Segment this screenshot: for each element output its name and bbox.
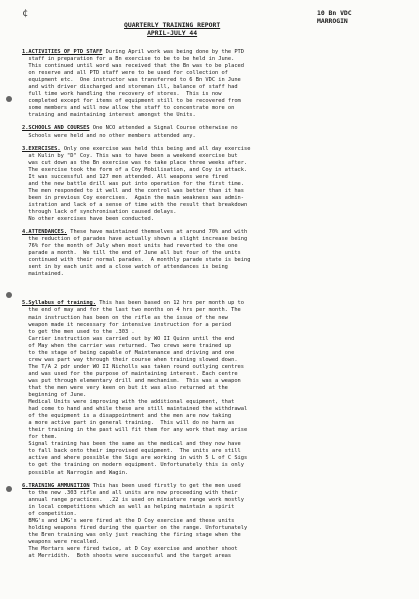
section-line: been in previous Coy exercises. Again the main weakness was admin- [22, 194, 244, 201]
section-line: a more active part in general training. This will do no harm as [22, 420, 235, 427]
section-first-line [22, 229, 410, 236]
title-line: QUARTERLY TRAINING REPORT [124, 21, 221, 29]
section-line: continued with their normal parades. A monthly parade state is being [22, 257, 251, 264]
section-line: annual range practices. .22 is used on miniature range work mostly [22, 496, 244, 503]
section-line: the end of may and for the last two months on 4 hrs per month. The [22, 307, 241, 314]
section-line: No other exercises have been conducted. [22, 216, 154, 223]
report-section [22, 49, 410, 119]
section-line: weapon made it necessary for intensive instruction for a period [22, 321, 232, 328]
section-line: weapons were recalled. [22, 538, 100, 545]
punch-hole [6, 96, 12, 102]
section-line: maintained. [22, 271, 64, 278]
section-line: that the men were very keen on but it was also returned at the [22, 384, 228, 391]
section-line: The exercise took the form of a Coy Mobilisation, and Coy in attack. [22, 166, 248, 173]
section-line: some members and will now allow the staff to concentrate more on [22, 105, 235, 112]
section-heading: 1.ACTIVITIES OF PTD STAFF [22, 49, 103, 55]
section-line: on reserve and all PTD staff were to be used for collection of [22, 70, 228, 77]
section-line: The Mortars were fired twice, at D Coy exercise and another shoot [22, 546, 238, 552]
report-section [22, 146, 410, 224]
section-line: was cut down as the Bn exercise was to take place three weeks after. [22, 159, 248, 166]
section-text: This has been used firstly to get the men used [89, 482, 241, 489]
section-first-line [22, 483, 410, 490]
title-period: APRIL-JULY 44 [147, 28, 198, 37]
section-line: parade a month. We till the end of June all but four of the units [22, 250, 241, 257]
section-line: main instruction has been on the rifle as the issue of the new [22, 314, 228, 321]
section-line: at Merridith. Both shoots were successful and the target areas [22, 553, 232, 560]
section-line: possible at Narrogin and Wagin. [22, 469, 129, 476]
unit-block [317, 10, 397, 25]
section-heading: 3.EXERCISES. [22, 145, 61, 152]
punch-hole [6, 292, 12, 298]
section-line: Medical Units were improving with the additional equipment, that [22, 399, 235, 406]
section-line: through lack of synchronisation caused delays. [22, 208, 177, 215]
section-line: to the stage of being capable of Maintenance and driving and one [22, 349, 235, 356]
section-line: equipment etc. One instructor was transferred to 6 Bn VDC in June [22, 77, 241, 84]
section-line: The T/A 2 pdr under WO II Nicholls was taken round outlying centres [22, 363, 244, 370]
section-line: of the equipment is a disappointment and the men are now taking [22, 413, 232, 420]
unit-location: MARROGIN [317, 16, 348, 25]
section-line: to fall back onto their improvised equipment. The units are still [22, 448, 241, 455]
section-line: staff in preparation for a Bn exercise to be to be held in June. [22, 56, 235, 63]
section-line: Schools were held and no other members attended any. [22, 132, 196, 139]
section-line: Carrier instruction was carried out by WO II Quinn until the end [22, 335, 235, 342]
report-section [22, 229, 410, 278]
section-line: beginning of June. [22, 392, 87, 399]
section-text: During April work was being done by the PTD [102, 49, 244, 55]
section-line: BMG's and LMG's were fired at the D Coy exercise and these units [22, 517, 235, 524]
section-line: in local competitions which as well as helping maintain a spirit [22, 503, 235, 510]
section-first-line [22, 49, 410, 56]
section-line: istration and lack of a sense of time with the result that breakdown [22, 201, 248, 208]
section-heading: 4.ATTENDANCES. [22, 229, 68, 236]
section-line: of May when the carrier was returned. Two crews were trained up [22, 342, 232, 349]
section-line: 76% for the month of July when most units had reverted to the one [22, 243, 238, 250]
unit-name: 10 Bn VDC [317, 9, 352, 17]
section-line: and with driver discharged and storeman ill, balance of staff had [22, 84, 238, 91]
section-heading: 2.SCHOOLS AND COURSES [22, 125, 90, 132]
section-line: to get the men used to the .303 . [22, 328, 135, 335]
report-body [22, 49, 410, 566]
section-line: at Kulin by "D" Coy. This was to have been a weekend exercise but [22, 152, 238, 159]
punch-hole [6, 486, 12, 492]
section-text: Only one exercise was held this being and all day exercise [60, 145, 251, 152]
section-line: to get the training on modern equipment. Unfortunately this is only [22, 462, 244, 469]
section-line: Signal training has been the same as the medical and they now have [22, 441, 241, 448]
section-line: This continued until word was received that the Bn was to be placed [22, 63, 244, 70]
section-line: training and maintaining interest amongst the Units. [22, 112, 196, 119]
section-line: of competition. [22, 510, 77, 517]
section-text: One NCO attended a Signal Course otherwise no [89, 125, 238, 132]
section-line: sent in by each unit and a close watch of attendances is being [22, 264, 228, 271]
section-first-line [22, 125, 410, 132]
corner-mark: ¢ [22, 8, 29, 19]
report-section [22, 125, 410, 139]
section-line: the reduction of parades have actually shown a slight increase being [22, 236, 248, 243]
section-line: was put through elementary drill and mechanism. This was a weapon [22, 377, 241, 384]
section-line: and the new battle drill was put into operation for the first time. [22, 180, 244, 187]
section-line: the Bren training was only just reaching the firing stage when the [22, 531, 241, 538]
section-text: This has been based on 12 hrs per month up to [96, 300, 244, 307]
section-first-line [22, 146, 410, 153]
section-line: It was successful and 127 men attended. All weapons were fired [22, 173, 228, 180]
report-title [124, 22, 220, 37]
report-section [22, 300, 410, 476]
section-text: These have maintained themselves at around 70% and with [67, 229, 248, 236]
section-line: active and where possible the Sigs are working in with 5 L of C Sigs [22, 455, 248, 462]
section-line: completed except for items of equipment still to be recovered from [22, 98, 241, 105]
report-section [22, 483, 410, 561]
section-line: to the new .303 rifle and all units are now proceeding with their [22, 489, 238, 496]
section-line: crew was part way through their course when training slowed down. [22, 356, 238, 363]
section-heading: 5.Syllabus of training. [22, 300, 96, 307]
section-line: The men responded to it well and the control was better than it has [22, 187, 244, 194]
section-line: full time work handling the recovery of stores. This is now [22, 91, 222, 98]
section-first-line [22, 300, 410, 307]
section-line: for them. [22, 434, 58, 441]
section-line: had come to hand and while these are still maintained the withdrawal [22, 406, 248, 413]
section-line: and was used for the purpose of maintaining interest. Each centre [22, 370, 238, 377]
section-line: their training in the past will fit them for any work that may arise [22, 427, 248, 434]
section-line: holding weapons fired during the quarter on the range. Unfortunately [22, 524, 248, 531]
section-heading: 6.TRAINING AMMUNITION [22, 482, 90, 489]
